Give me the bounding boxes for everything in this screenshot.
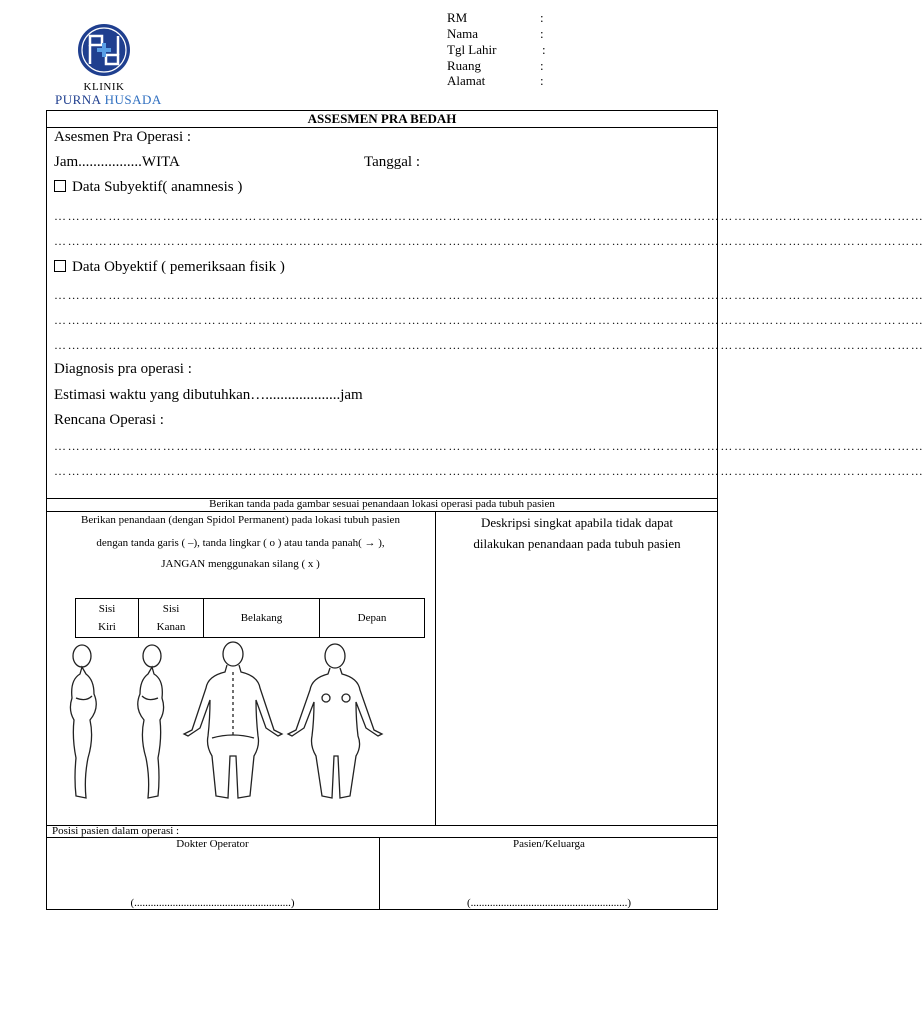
checkbox-icon[interactable] — [54, 180, 66, 192]
marking-instruction-1: Berikan penandaan (dengan Spidol Permanent) pada lokasi tubuh pasien — [81, 514, 400, 526]
subjective-line-1[interactable]: ………………………………………………………………………………………………………………………………………………………………………… — [54, 209, 924, 223]
checkbox-icon[interactable] — [54, 260, 66, 272]
clinic-prefix: KLINIK — [83, 81, 125, 93]
field-sep: : — [540, 26, 544, 41]
col-line: Sisi — [98, 603, 116, 615]
objective-label: Data Obyektif ( pemeriksaan fisik ) — [72, 259, 285, 275]
doctor-signature-line[interactable]: (.........................................................) — [130, 897, 295, 909]
objective-line-2[interactable]: ………………………………………………………………………………………………………………………………………………………………………… — [54, 313, 924, 327]
col-line: Sisi — [162, 603, 180, 615]
description-text-2: dilakukan penandaan pada tubuh pasien — [473, 536, 681, 551]
body-left-side — [70, 645, 96, 798]
field-label: Ruang — [447, 58, 481, 73]
field-label: Nama — [447, 26, 479, 41]
objective-checkbox[interactable] — [54, 258, 285, 276]
rencana-line-1[interactable]: ………………………………………………………………………………………………………………………………………………………………………… — [54, 439, 924, 453]
form-title: ASSESMEN PRA BEDAH — [307, 111, 457, 126]
field-rm[interactable] — [447, 10, 597, 25]
diagnosis-label: Diagnosis pra operasi : — [54, 361, 192, 377]
position-label: Posisi pasien dalam operasi : — [52, 825, 180, 837]
marking-instruction-3: JANGAN menggunakan silang ( x ) — [161, 558, 320, 570]
marking-instruction-2: dengan tanda garis ( ‒), tanda lingkar ( o ) atau tanda panah( → ), — [96, 537, 385, 549]
patient-signature-line[interactable]: (.........................................................) — [466, 897, 632, 909]
objective-line-3[interactable]: ………………………………………………………………………………………………………………………………………………………………………… — [54, 338, 924, 352]
col-belakang: Belakang — [204, 599, 320, 638]
field-tgl-lahir[interactable] — [447, 42, 597, 57]
col-sisi-kiri — [76, 599, 139, 638]
marking-section-header: Berikan tanda pada gambar sesuai penandaan lokasi operasi pada tubuh pasien — [209, 498, 555, 510]
subjective-checkbox[interactable] — [54, 178, 242, 196]
field-sep: : — [542, 42, 546, 57]
asesmen-label: Asesmen Pra Operasi : — [54, 129, 192, 145]
col-depan: Depan — [320, 599, 425, 638]
subjective-line-2[interactable]: ………………………………………………………………………………………………………………………………………………………………………… — [54, 234, 924, 248]
divider-vertical — [435, 511, 436, 825]
subjective-label: Data Subyektif( anamnesis ) — [72, 179, 243, 195]
field-sep: : — [540, 58, 544, 73]
clinic-logo — [76, 22, 132, 78]
body-side-table — [75, 598, 425, 638]
rencana-label: Rencana Operasi : — [54, 412, 164, 428]
estimasi-field[interactable]: Estimasi waktu yang dibutuhkan…....................jam — [54, 387, 363, 403]
jam-field[interactable]: Jam.................WITA — [54, 154, 180, 170]
clinic-name — [55, 92, 165, 108]
body-diagram[interactable] — [60, 638, 390, 808]
description-area[interactable] — [437, 555, 716, 823]
clinic-name-first: PURNA — [55, 92, 101, 107]
field-label: Tgl Lahir — [447, 42, 497, 57]
divider — [46, 511, 718, 512]
field-alamat[interactable] — [447, 73, 597, 88]
description-text-1: Deskripsi singkat apabila tidak dapat — [480, 515, 674, 530]
col-sisi-kanan — [139, 599, 204, 638]
rencana-line-2[interactable]: ………………………………………………………………………………………………………………………………………………………………………… — [54, 464, 924, 478]
tanggal-field[interactable]: Tanggal : — [364, 154, 421, 170]
field-label: Alamat — [447, 73, 486, 88]
doctor-label: Dokter Operator — [176, 838, 249, 850]
col-line: Kanan — [156, 621, 186, 633]
col-line: Kiri — [98, 621, 116, 633]
field-sep: : — [540, 73, 544, 88]
field-label: RM — [447, 10, 468, 25]
objective-line-1[interactable]: ………………………………………………………………………………………………………………………………………………………………………… — [54, 288, 924, 302]
body-front — [288, 644, 382, 798]
clinic-name-second: HUSADA — [104, 92, 162, 107]
body-back — [184, 642, 282, 798]
field-nama[interactable] — [447, 26, 597, 41]
field-ruang[interactable] — [447, 58, 597, 73]
field-sep: : — [540, 10, 544, 25]
body-right-side — [138, 645, 164, 798]
patient-label: Pasien/Keluarga — [513, 838, 585, 850]
